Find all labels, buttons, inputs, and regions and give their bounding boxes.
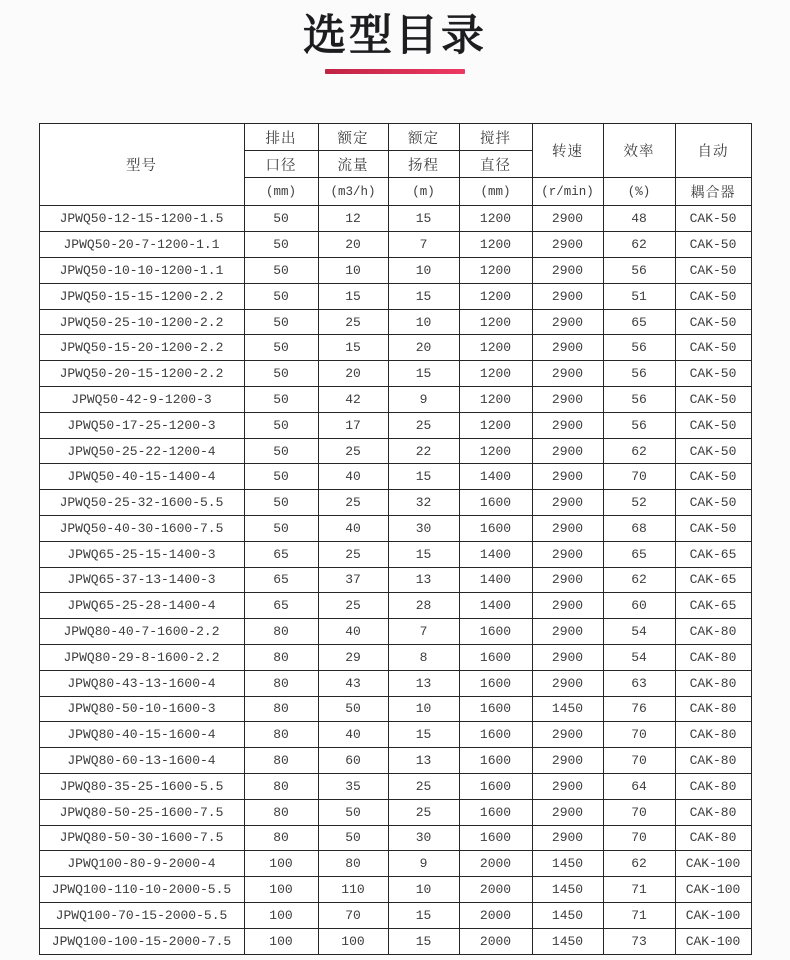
cell-efficiency: 62 <box>603 438 675 464</box>
cell-outlet-diameter: 100 <box>244 877 318 903</box>
cell-coupler: CAK-65 <box>675 541 751 567</box>
cell-efficiency: 63 <box>603 670 675 696</box>
cell-model: JPWQ80-50-10-1600-3 <box>39 696 244 722</box>
cell-speed: 2900 <box>532 593 603 619</box>
cell-coupler: CAK-50 <box>675 283 751 309</box>
cell-coupler: CAK-80 <box>675 773 751 799</box>
table-row <box>39 232 751 258</box>
cell-efficiency: 60 <box>603 593 675 619</box>
cell-coupler: CAK-50 <box>675 232 751 258</box>
cell-coupler: CAK-50 <box>675 335 751 361</box>
cell-outlet-diameter: 50 <box>244 206 318 232</box>
cell-rated-flow: 60 <box>318 748 388 774</box>
cell-model: JPWQ80-40-7-1600-2.2 <box>39 619 244 645</box>
cell-efficiency: 52 <box>603 490 675 516</box>
cell-efficiency: 56 <box>603 258 675 284</box>
cell-speed: 2900 <box>532 490 603 516</box>
cell-rated-head: 13 <box>388 748 459 774</box>
cell-rated-head: 10 <box>388 877 459 903</box>
cell-speed: 1450 <box>532 902 603 928</box>
cell-speed: 2900 <box>532 232 603 258</box>
cell-rated-flow: 42 <box>318 387 388 413</box>
cell-rated-head: 20 <box>388 335 459 361</box>
cell-efficiency: 48 <box>603 206 675 232</box>
cell-model: JPWQ50-40-15-1400-4 <box>39 464 244 490</box>
cell-model: JPWQ50-40-30-1600-7.5 <box>39 516 244 542</box>
table-body <box>39 206 751 954</box>
cell-coupler: CAK-80 <box>675 722 751 748</box>
table-row <box>39 438 751 464</box>
header-autocoupler-unit: 耦合器 <box>675 178 751 206</box>
cell-outlet-diameter: 80 <box>244 722 318 748</box>
cell-rated-flow: 25 <box>318 541 388 567</box>
cell-rated-flow: 40 <box>318 464 388 490</box>
cell-coupler: CAK-65 <box>675 567 751 593</box>
cell-rated-head: 15 <box>388 928 459 954</box>
cell-coupler: CAK-80 <box>675 670 751 696</box>
cell-mixing-diameter: 1400 <box>459 541 532 567</box>
cell-speed: 2900 <box>532 567 603 593</box>
cell-coupler: CAK-50 <box>675 387 751 413</box>
table-row <box>39 696 751 722</box>
cell-mixing-diameter: 1600 <box>459 799 532 825</box>
cell-speed: 2900 <box>532 309 603 335</box>
cell-model: JPWQ50-15-15-1200-2.2 <box>39 283 244 309</box>
cell-efficiency: 56 <box>603 361 675 387</box>
cell-rated-flow: 80 <box>318 851 388 877</box>
cell-coupler: CAK-80 <box>675 696 751 722</box>
cell-mixing-diameter: 1600 <box>459 490 532 516</box>
cell-model: JPWQ65-37-13-1400-3 <box>39 567 244 593</box>
cell-model: JPWQ50-25-22-1200-4 <box>39 438 244 464</box>
cell-speed: 2900 <box>532 670 603 696</box>
cell-speed: 1450 <box>532 851 603 877</box>
cell-mixing-diameter: 2000 <box>459 902 532 928</box>
header-flow-unit: (m3/h) <box>318 178 388 206</box>
cell-rated-flow: 20 <box>318 232 388 258</box>
table-row <box>39 335 751 361</box>
cell-outlet-diameter: 50 <box>244 283 318 309</box>
cell-mixing-diameter: 1200 <box>459 387 532 413</box>
cell-efficiency: 62 <box>603 232 675 258</box>
table-row <box>39 619 751 645</box>
table-row <box>39 799 751 825</box>
cell-model: JPWQ80-50-30-1600-7.5 <box>39 825 244 851</box>
cell-efficiency: 70 <box>603 799 675 825</box>
cell-rated-head: 15 <box>388 722 459 748</box>
title-section <box>0 0 790 74</box>
cell-model: JPWQ50-17-25-1200-3 <box>39 412 244 438</box>
cell-mixing-diameter: 1200 <box>459 438 532 464</box>
cell-mixing-diameter: 1400 <box>459 464 532 490</box>
cell-outlet-diameter: 50 <box>244 361 318 387</box>
cell-rated-head: 7 <box>388 619 459 645</box>
header-head-unit: (m) <box>388 178 459 206</box>
cell-model: JPWQ50-12-15-1200-1.5 <box>39 206 244 232</box>
header-mixdia-line1: 搅拌 <box>459 124 532 151</box>
cell-speed: 2900 <box>532 412 603 438</box>
cell-coupler: CAK-50 <box>675 516 751 542</box>
cell-outlet-diameter: 65 <box>244 593 318 619</box>
cell-rated-head: 8 <box>388 644 459 670</box>
cell-rated-flow: 29 <box>318 644 388 670</box>
cell-coupler: CAK-65 <box>675 593 751 619</box>
table-row <box>39 412 751 438</box>
table-row <box>39 206 751 232</box>
cell-rated-head: 22 <box>388 438 459 464</box>
cell-model: JPWQ80-60-13-1600-4 <box>39 748 244 774</box>
cell-rated-head: 9 <box>388 851 459 877</box>
selection-table <box>39 123 752 954</box>
cell-mixing-diameter: 1200 <box>459 232 532 258</box>
cell-efficiency: 54 <box>603 619 675 645</box>
cell-mixing-diameter: 1400 <box>459 567 532 593</box>
cell-model: JPWQ80-43-13-1600-4 <box>39 670 244 696</box>
cell-model: JPWQ80-50-25-1600-7.5 <box>39 799 244 825</box>
cell-rated-head: 28 <box>388 593 459 619</box>
cell-efficiency: 65 <box>603 541 675 567</box>
cell-rated-head: 30 <box>388 825 459 851</box>
title-underline-decoration <box>325 69 465 74</box>
cell-model: JPWQ50-10-10-1200-1.1 <box>39 258 244 284</box>
header-speed: 转速 <box>532 124 603 178</box>
cell-rated-head: 10 <box>388 696 459 722</box>
cell-speed: 1450 <box>532 928 603 954</box>
cell-rated-flow: 35 <box>318 773 388 799</box>
cell-mixing-diameter: 1600 <box>459 696 532 722</box>
cell-model: JPWQ100-100-15-2000-7.5 <box>39 928 244 954</box>
cell-rated-flow: 43 <box>318 670 388 696</box>
header-model: 型号 <box>39 124 244 206</box>
page-title: 选型目录 <box>303 12 487 60</box>
cell-mixing-diameter: 1200 <box>459 283 532 309</box>
cell-efficiency: 70 <box>603 722 675 748</box>
cell-outlet-diameter: 80 <box>244 644 318 670</box>
table-row <box>39 464 751 490</box>
cell-rated-flow: 25 <box>318 438 388 464</box>
cell-rated-flow: 25 <box>318 593 388 619</box>
cell-outlet-diameter: 50 <box>244 412 318 438</box>
cell-outlet-diameter: 65 <box>244 541 318 567</box>
cell-mixing-diameter: 1200 <box>459 258 532 284</box>
cell-speed: 2900 <box>532 773 603 799</box>
cell-efficiency: 65 <box>603 309 675 335</box>
cell-coupler: CAK-80 <box>675 748 751 774</box>
cell-rated-flow: 25 <box>318 309 388 335</box>
table-row <box>39 670 751 696</box>
cell-model: JPWQ100-80-9-2000-4 <box>39 851 244 877</box>
cell-speed: 2900 <box>532 206 603 232</box>
cell-mixing-diameter: 1200 <box>459 361 532 387</box>
cell-efficiency: 51 <box>603 283 675 309</box>
cell-speed: 2900 <box>532 722 603 748</box>
cell-mixing-diameter: 1600 <box>459 644 532 670</box>
header-flow-line1: 额定 <box>318 124 388 151</box>
cell-outlet-diameter: 50 <box>244 490 318 516</box>
table-header <box>39 124 751 206</box>
cell-model: JPWQ65-25-28-1400-4 <box>39 593 244 619</box>
cell-rated-flow: 37 <box>318 567 388 593</box>
header-speed-unit: (r/min) <box>532 178 603 206</box>
cell-outlet-diameter: 80 <box>244 825 318 851</box>
cell-outlet-diameter: 80 <box>244 773 318 799</box>
header-outlet-line1: 排出 <box>244 124 318 151</box>
table-row <box>39 851 751 877</box>
cell-speed: 2900 <box>532 619 603 645</box>
cell-outlet-diameter: 100 <box>244 928 318 954</box>
cell-coupler: CAK-50 <box>675 309 751 335</box>
cell-model: JPWQ80-35-25-1600-5.5 <box>39 773 244 799</box>
cell-model: JPWQ50-15-20-1200-2.2 <box>39 335 244 361</box>
cell-model: JPWQ50-25-10-1200-2.2 <box>39 309 244 335</box>
cell-mixing-diameter: 1600 <box>459 748 532 774</box>
cell-outlet-diameter: 80 <box>244 748 318 774</box>
table-row <box>39 361 751 387</box>
cell-efficiency: 70 <box>603 825 675 851</box>
cell-efficiency: 56 <box>603 335 675 361</box>
cell-rated-head: 13 <box>388 670 459 696</box>
cell-mixing-diameter: 1600 <box>459 825 532 851</box>
cell-efficiency: 71 <box>603 902 675 928</box>
cell-mixing-diameter: 1200 <box>459 309 532 335</box>
cell-coupler: CAK-100 <box>675 902 751 928</box>
cell-speed: 2900 <box>532 335 603 361</box>
header-autocoupler: 自动 <box>675 124 751 178</box>
cell-speed: 2900 <box>532 644 603 670</box>
cell-efficiency: 76 <box>603 696 675 722</box>
cell-coupler: CAK-50 <box>675 464 751 490</box>
table-row <box>39 309 751 335</box>
cell-efficiency: 70 <box>603 748 675 774</box>
cell-model: JPWQ50-20-15-1200-2.2 <box>39 361 244 387</box>
cell-mixing-diameter: 1600 <box>459 773 532 799</box>
cell-rated-flow: 12 <box>318 206 388 232</box>
cell-efficiency: 73 <box>603 928 675 954</box>
cell-coupler: CAK-80 <box>675 644 751 670</box>
table-row <box>39 928 751 954</box>
cell-rated-flow: 15 <box>318 283 388 309</box>
cell-coupler: CAK-80 <box>675 825 751 851</box>
cell-speed: 2900 <box>532 361 603 387</box>
cell-outlet-diameter: 50 <box>244 335 318 361</box>
cell-speed: 2900 <box>532 438 603 464</box>
cell-rated-head: 9 <box>388 387 459 413</box>
cell-outlet-diameter: 50 <box>244 258 318 284</box>
cell-coupler: CAK-100 <box>675 928 751 954</box>
cell-model: JPWQ80-40-15-1600-4 <box>39 722 244 748</box>
cell-outlet-diameter: 80 <box>244 799 318 825</box>
table-row <box>39 567 751 593</box>
table-row <box>39 283 751 309</box>
cell-coupler: CAK-100 <box>675 877 751 903</box>
table-row <box>39 748 751 774</box>
cell-mixing-diameter: 2000 <box>459 877 532 903</box>
cell-model: JPWQ50-25-32-1600-5.5 <box>39 490 244 516</box>
cell-outlet-diameter: 80 <box>244 619 318 645</box>
cell-speed: 1450 <box>532 877 603 903</box>
cell-outlet-diameter: 50 <box>244 309 318 335</box>
cell-outlet-diameter: 50 <box>244 232 318 258</box>
cell-rated-head: 25 <box>388 799 459 825</box>
table-row <box>39 902 751 928</box>
cell-rated-flow: 25 <box>318 490 388 516</box>
cell-speed: 2900 <box>532 387 603 413</box>
cell-rated-flow: 100 <box>318 928 388 954</box>
cell-efficiency: 70 <box>603 464 675 490</box>
cell-rated-flow: 50 <box>318 825 388 851</box>
cell-model: JPWQ100-70-15-2000-5.5 <box>39 902 244 928</box>
cell-mixing-diameter: 1200 <box>459 206 532 232</box>
cell-coupler: CAK-50 <box>675 258 751 284</box>
cell-rated-head: 32 <box>388 490 459 516</box>
cell-coupler: CAK-50 <box>675 438 751 464</box>
cell-rated-flow: 20 <box>318 361 388 387</box>
cell-rated-flow: 40 <box>318 619 388 645</box>
cell-efficiency: 56 <box>603 387 675 413</box>
cell-mixing-diameter: 1400 <box>459 593 532 619</box>
cell-rated-flow: 10 <box>318 258 388 284</box>
cell-rated-head: 15 <box>388 361 459 387</box>
cell-rated-head: 15 <box>388 902 459 928</box>
cell-model: JPWQ100-110-10-2000-5.5 <box>39 877 244 903</box>
cell-rated-flow: 70 <box>318 902 388 928</box>
cell-rated-head: 25 <box>388 773 459 799</box>
header-efficiency: 效率 <box>603 124 675 178</box>
cell-outlet-diameter: 100 <box>244 851 318 877</box>
cell-speed: 2900 <box>532 799 603 825</box>
cell-rated-flow: 17 <box>318 412 388 438</box>
cell-rated-head: 7 <box>388 232 459 258</box>
cell-rated-flow: 50 <box>318 799 388 825</box>
header-flow-line2: 流量 <box>318 151 388 178</box>
cell-rated-head: 15 <box>388 541 459 567</box>
table-row <box>39 387 751 413</box>
cell-rated-flow: 15 <box>318 335 388 361</box>
header-head-line2: 扬程 <box>388 151 459 178</box>
cell-outlet-diameter: 50 <box>244 387 318 413</box>
cell-mixing-diameter: 1200 <box>459 412 532 438</box>
cell-efficiency: 71 <box>603 877 675 903</box>
table-row <box>39 516 751 542</box>
cell-outlet-diameter: 50 <box>244 438 318 464</box>
cell-efficiency: 68 <box>603 516 675 542</box>
cell-speed: 2900 <box>532 541 603 567</box>
cell-efficiency: 62 <box>603 851 675 877</box>
cell-coupler: CAK-50 <box>675 361 751 387</box>
cell-coupler: CAK-80 <box>675 619 751 645</box>
header-head-line1: 额定 <box>388 124 459 151</box>
cell-coupler: CAK-100 <box>675 851 751 877</box>
cell-mixing-diameter: 1600 <box>459 722 532 748</box>
cell-outlet-diameter: 50 <box>244 464 318 490</box>
cell-rated-head: 15 <box>388 283 459 309</box>
header-row-1 <box>39 124 751 151</box>
cell-outlet-diameter: 80 <box>244 696 318 722</box>
cell-mixing-diameter: 1200 <box>459 335 532 361</box>
cell-rated-head: 13 <box>388 567 459 593</box>
cell-rated-head: 25 <box>388 412 459 438</box>
cell-rated-flow: 40 <box>318 516 388 542</box>
table-row <box>39 593 751 619</box>
header-outlet-line2: 口径 <box>244 151 318 178</box>
header-mixdia-unit: (mm) <box>459 178 532 206</box>
cell-rated-head: 15 <box>388 206 459 232</box>
cell-rated-head: 15 <box>388 464 459 490</box>
cell-efficiency: 56 <box>603 412 675 438</box>
cell-rated-head: 30 <box>388 516 459 542</box>
cell-mixing-diameter: 1600 <box>459 670 532 696</box>
cell-speed: 1450 <box>532 696 603 722</box>
cell-coupler: CAK-50 <box>675 206 751 232</box>
cell-mixing-diameter: 2000 <box>459 851 532 877</box>
cell-outlet-diameter: 50 <box>244 516 318 542</box>
cell-efficiency: 64 <box>603 773 675 799</box>
cell-model: JPWQ50-20-7-1200-1.1 <box>39 232 244 258</box>
cell-rated-flow: 50 <box>318 696 388 722</box>
cell-coupler: CAK-80 <box>675 799 751 825</box>
cell-model: JPWQ80-29-8-1600-2.2 <box>39 644 244 670</box>
table-row <box>39 825 751 851</box>
cell-speed: 2900 <box>532 258 603 284</box>
cell-mixing-diameter: 2000 <box>459 928 532 954</box>
table-row <box>39 490 751 516</box>
cell-speed: 2900 <box>532 464 603 490</box>
table-row <box>39 541 751 567</box>
cell-model: JPWQ65-25-15-1400-3 <box>39 541 244 567</box>
table-row <box>39 773 751 799</box>
cell-coupler: CAK-50 <box>675 412 751 438</box>
cell-outlet-diameter: 100 <box>244 902 318 928</box>
header-efficiency-unit: (%) <box>603 178 675 206</box>
cell-speed: 2900 <box>532 825 603 851</box>
cell-efficiency: 54 <box>603 644 675 670</box>
cell-coupler: CAK-50 <box>675 490 751 516</box>
cell-speed: 2900 <box>532 283 603 309</box>
table-row <box>39 722 751 748</box>
table-row <box>39 877 751 903</box>
cell-outlet-diameter: 65 <box>244 567 318 593</box>
cell-speed: 2900 <box>532 516 603 542</box>
cell-mixing-diameter: 1600 <box>459 516 532 542</box>
cell-speed: 2900 <box>532 748 603 774</box>
table-row <box>39 258 751 284</box>
cell-rated-head: 10 <box>388 258 459 284</box>
table-row <box>39 644 751 670</box>
cell-rated-flow: 110 <box>318 877 388 903</box>
header-outlet-unit: (mm) <box>244 178 318 206</box>
cell-rated-flow: 40 <box>318 722 388 748</box>
cell-efficiency: 62 <box>603 567 675 593</box>
cell-mixing-diameter: 1600 <box>459 619 532 645</box>
header-mixdia-line2: 直径 <box>459 151 532 178</box>
cell-rated-head: 10 <box>388 309 459 335</box>
cell-outlet-diameter: 80 <box>244 670 318 696</box>
cell-model: JPWQ50-42-9-1200-3 <box>39 387 244 413</box>
